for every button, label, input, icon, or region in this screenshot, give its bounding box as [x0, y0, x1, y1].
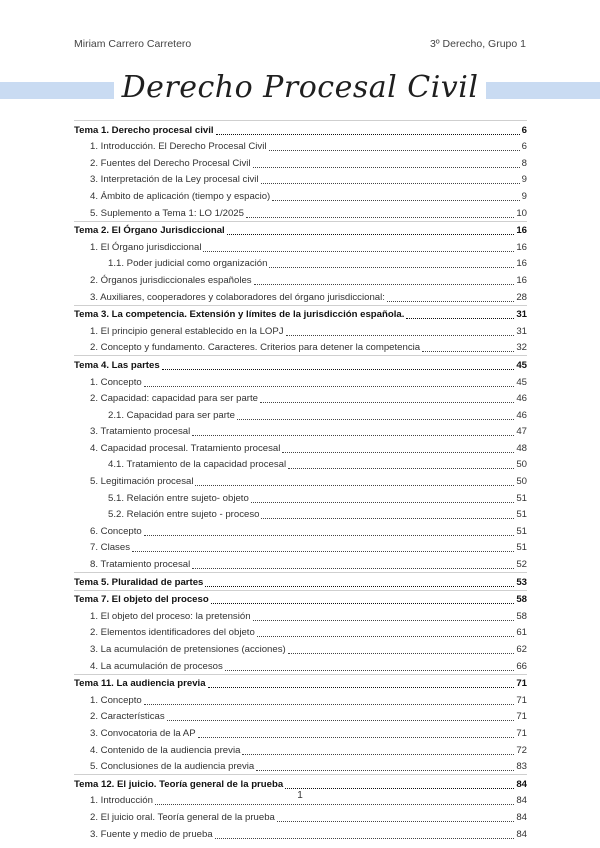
toc-entry-label: 3. Auxiliares, cooperadores y colaboradores del órgano jurisdiccional:: [90, 291, 385, 303]
toc-section-entry[interactable]: [74, 472, 527, 489]
table-of-contents: [74, 120, 527, 842]
toc-section-entry[interactable]: [74, 522, 527, 539]
toc-entry-label: Tema 1. Derecho procesal civil: [74, 124, 214, 136]
toc-dot-leader: [211, 603, 515, 604]
toc-entry-label: 4. Contenido de la audiencia previa: [90, 744, 241, 756]
toc-dot-leader: [269, 267, 514, 268]
toc-entry-label: 2. Concepto y fundamento. Caracteres. Criterios para detener la competencia: [90, 342, 421, 354]
toc-entry-label: 1.1. Poder judicial como organización: [108, 258, 268, 270]
toc-dot-leader: [260, 402, 514, 403]
toc-entry-label: 7. Clases: [90, 542, 130, 554]
toc-section-entry[interactable]: [74, 691, 527, 708]
toc-chapter-entry[interactable]: [74, 572, 527, 590]
toc-chapter-entry[interactable]: [74, 120, 527, 138]
toc-entry-page: 32: [516, 342, 527, 354]
toc-entry-page: 16: [516, 225, 527, 237]
toc-section-entry[interactable]: [74, 624, 527, 641]
toc-entry-label: 2. Fuentes del Derecho Procesal Civil: [90, 157, 251, 169]
toc-section-entry[interactable]: [74, 255, 527, 272]
toc-dot-leader: [242, 754, 514, 755]
toc-entry-label: 3. Convocatoria de la AP: [90, 727, 196, 739]
toc-entry-page: 84: [516, 811, 527, 823]
toc-entry-label: 1. Introducción. El Derecho Procesal Civil: [90, 141, 267, 153]
toc-entry-label: Tema 2. El Órgano Jurisdiccional: [74, 225, 225, 237]
toc-entry-page: 16: [516, 274, 527, 286]
toc-entry-page: 52: [516, 559, 527, 571]
toc-section-entry[interactable]: [74, 204, 527, 221]
toc-dot-leader: [144, 704, 515, 705]
toc-chapter-entry[interactable]: [74, 355, 527, 373]
toc-entry-label: 1. El Órgano jurisdiccional: [90, 241, 202, 253]
toc-dot-leader: [288, 468, 514, 469]
toc-entry-page: 45: [516, 359, 527, 371]
toc-entry-page: 84: [516, 795, 527, 807]
toc-dot-leader: [422, 351, 514, 352]
toc-entry-label: Tema 3. La competencia. Extensión y límites de la jurisdicción española.: [74, 309, 405, 321]
toc-entry-page: 72: [516, 744, 527, 756]
toc-entry-page: 71: [516, 727, 527, 739]
toc-entry-page: 47: [516, 426, 527, 438]
toc-chapter-entry[interactable]: [74, 305, 527, 323]
toc-dot-leader: [269, 150, 520, 151]
toc-dot-leader: [257, 636, 515, 637]
toc-dot-leader: [132, 551, 514, 552]
page-header: [74, 38, 526, 50]
toc-entry-label: 2. Capacidad: capacidad para ser parte: [90, 393, 258, 405]
toc-entry-page: 10: [516, 207, 527, 219]
toc-section-entry[interactable]: [74, 506, 527, 523]
toc-entry-page: 53: [516, 576, 527, 588]
toc-entry-label: 5. Conclusiones de la audiencia previa: [90, 761, 255, 773]
toc-entry-label: 2.1. Capacidad para ser parte: [108, 409, 235, 421]
toc-dot-leader: [237, 419, 514, 420]
toc-chapter-entry[interactable]: [74, 221, 527, 239]
toc-entry-page: 31: [516, 309, 527, 321]
toc-section-entry[interactable]: [74, 741, 527, 758]
toc-entry-label: 2. Elementos identificadores del objeto: [90, 627, 255, 639]
toc-section-entry[interactable]: [74, 724, 527, 741]
toc-entry-page: 9: [521, 174, 527, 186]
toc-dot-leader: [167, 720, 515, 721]
toc-dot-leader: [285, 788, 514, 789]
toc-entry-label: 1. Introducción: [90, 795, 153, 807]
author-name: Miriam Carrero Carretero: [74, 38, 192, 50]
toc-entry-label: 3. Fuente y medio de prueba: [90, 828, 213, 840]
toc-dot-leader: [253, 620, 515, 621]
toc-entry-label: 1. Concepto: [90, 694, 142, 706]
toc-entry-page: 84: [516, 828, 527, 840]
toc-dot-leader: [215, 838, 515, 839]
toc-entry-label: 5.1. Relación entre sujeto- objeto: [108, 492, 249, 504]
toc-dot-leader: [155, 804, 514, 805]
toc-section-entry[interactable]: [74, 154, 527, 171]
toc-entry-page: 50: [516, 476, 527, 488]
document-title-wrap: [0, 68, 600, 108]
toc-entry-label: Tema 7. El objeto del proceso: [74, 594, 209, 606]
page-number: 1: [297, 790, 303, 801]
toc-chapter-entry[interactable]: [74, 590, 527, 608]
toc-dot-leader: [261, 183, 520, 184]
toc-section-entry[interactable]: [74, 322, 527, 339]
toc-dot-leader: [277, 821, 514, 822]
toc-dot-leader: [387, 301, 514, 302]
toc-entry-page: 8: [521, 157, 527, 169]
toc-dot-leader: [288, 653, 515, 654]
toc-entry-label: 6. Concepto: [90, 525, 142, 537]
toc-dot-leader: [198, 737, 515, 738]
toc-entry-page: 16: [516, 241, 527, 253]
toc-entry-page: 71: [516, 694, 527, 706]
toc-entry-page: 84: [516, 778, 527, 790]
toc-section-entry[interactable]: [74, 406, 527, 423]
toc-section-entry[interactable]: [74, 808, 527, 825]
toc-dot-leader: [162, 369, 515, 370]
toc-dot-leader: [256, 770, 514, 771]
toc-entry-label: 2. Características: [90, 711, 165, 723]
toc-dot-leader: [192, 435, 514, 436]
toc-entry-label: 5. Suplemento a Tema 1: LO 1/2025: [90, 207, 244, 219]
toc-section-entry[interactable]: [74, 373, 527, 390]
toc-dot-leader: [144, 386, 515, 387]
toc-entry-page: 46: [516, 393, 527, 405]
toc-section-entry[interactable]: [74, 489, 527, 506]
toc-entry-page: 45: [516, 376, 527, 388]
toc-entry-page: 51: [516, 492, 527, 504]
toc-dot-leader: [216, 134, 520, 135]
toc-section-entry[interactable]: [74, 539, 527, 556]
toc-entry-page: 6: [521, 141, 527, 153]
toc-dot-leader: [203, 251, 514, 252]
course-label: 3º Derecho, Grupo 1: [429, 38, 526, 50]
toc-entry-page: 66: [516, 660, 527, 672]
toc-entry-page: 50: [516, 459, 527, 471]
page-footer: [0, 790, 600, 801]
toc-section-entry[interactable]: [74, 607, 527, 624]
toc-entry-label: 4. Capacidad procesal. Tratamiento procesal: [90, 442, 281, 454]
toc-entry-label: 1. El principio general establecido en la LOPJ: [90, 325, 284, 337]
toc-dot-leader: [282, 452, 514, 453]
toc-section-entry[interactable]: [74, 555, 527, 572]
toc-entry-label: 2. Órganos jurisdiccionales españoles: [90, 274, 252, 286]
toc-section-entry[interactable]: [74, 238, 527, 255]
toc-entry-page: 31: [516, 325, 527, 337]
toc-section-entry[interactable]: [74, 288, 527, 305]
toc-entry-page: 51: [516, 525, 527, 537]
toc-entry-label: Tema 11. La audiencia previa: [74, 678, 206, 690]
toc-section-entry[interactable]: [74, 339, 527, 356]
toc-section-entry[interactable]: [74, 423, 527, 440]
toc-dot-leader: [195, 485, 514, 486]
toc-entry-page: 9: [521, 190, 527, 202]
toc-section-entry[interactable]: [74, 271, 527, 288]
toc-entry-page: 16: [516, 258, 527, 270]
toc-entry-page: 58: [516, 594, 527, 606]
toc-entry-label: 4. Ámbito de aplicación (tiempo y espacio): [90, 190, 271, 202]
toc-dot-leader: [208, 687, 515, 688]
toc-section-entry[interactable]: [74, 456, 527, 473]
toc-entry-label: 3. Interpretación de la Ley procesal civil: [90, 174, 259, 186]
toc-entry-page: 6: [521, 124, 527, 136]
toc-entry-page: 46: [516, 409, 527, 421]
toc-section-entry[interactable]: [74, 187, 527, 204]
toc-entry-page: 71: [516, 711, 527, 723]
toc-section-entry[interactable]: [74, 390, 527, 407]
toc-section-entry[interactable]: [74, 138, 527, 155]
toc-entry-page: 61: [516, 627, 527, 639]
toc-entry-page: 71: [516, 678, 527, 690]
toc-entry-label: Tema 5. Pluralidad de partes: [74, 576, 204, 588]
toc-section-entry[interactable]: [74, 708, 527, 725]
toc-section-entry[interactable]: [74, 758, 527, 775]
document-title: Derecho Procesal Civil: [114, 68, 487, 108]
toc-section-entry[interactable]: [74, 171, 527, 188]
toc-entry-label: 1. Concepto: [90, 376, 142, 388]
toc-entry-label: Tema 4. Las partes: [74, 359, 160, 371]
toc-entry-label: 5.2. Relación entre sujeto - proceso: [108, 509, 260, 521]
toc-section-entry[interactable]: [74, 657, 527, 674]
toc-entry-label: 4.1. Tratamiento de la capacidad procesal: [108, 459, 287, 471]
toc-dot-leader: [246, 217, 514, 218]
toc-entry-page: 62: [516, 644, 527, 655]
toc-entry-label: 5. Legitimación procesal: [90, 476, 194, 488]
toc-section-entry[interactable]: [74, 825, 527, 842]
toc-dot-leader: [227, 234, 515, 235]
toc-section-entry[interactable]: [74, 439, 527, 456]
toc-dot-leader: [144, 535, 515, 536]
toc-entry-label: 1. El objeto del proceso: la pretensión: [90, 610, 251, 622]
toc-entry-label: Tema 12. El juicio. Teoría general de la prueba: [74, 778, 284, 790]
toc-section-entry[interactable]: [74, 640, 527, 657]
toc-chapter-entry[interactable]: [74, 674, 527, 692]
toc-entry-label: 3. La acumulación de pretensiones (acciones): [90, 644, 286, 655]
toc-dot-leader: [272, 200, 519, 201]
toc-entry-page: 48: [516, 442, 527, 454]
toc-dot-leader: [254, 284, 515, 285]
toc-entry-label: 4. La acumulación de procesos: [90, 660, 223, 672]
toc-entry-page: 58: [516, 610, 527, 622]
toc-entry-label: 8. Tratamiento procesal: [90, 559, 191, 571]
toc-entry-label: 2. El juicio oral. Teoría general de la prueba: [90, 811, 275, 823]
toc-entry-page: 28: [516, 291, 527, 303]
toc-dot-leader: [225, 670, 515, 671]
toc-entry-page: 51: [516, 509, 527, 521]
toc-dot-leader: [251, 502, 515, 503]
toc-entry-page: 51: [516, 542, 527, 554]
toc-dot-leader: [253, 167, 520, 168]
toc-dot-leader: [261, 518, 514, 519]
toc-entry-label: 3. Tratamiento procesal: [90, 426, 191, 438]
toc-dot-leader: [406, 318, 514, 319]
toc-dot-leader: [192, 568, 514, 569]
toc-entry-page: 83: [516, 761, 527, 773]
toc-dot-leader: [205, 586, 514, 587]
toc-dot-leader: [286, 335, 515, 336]
